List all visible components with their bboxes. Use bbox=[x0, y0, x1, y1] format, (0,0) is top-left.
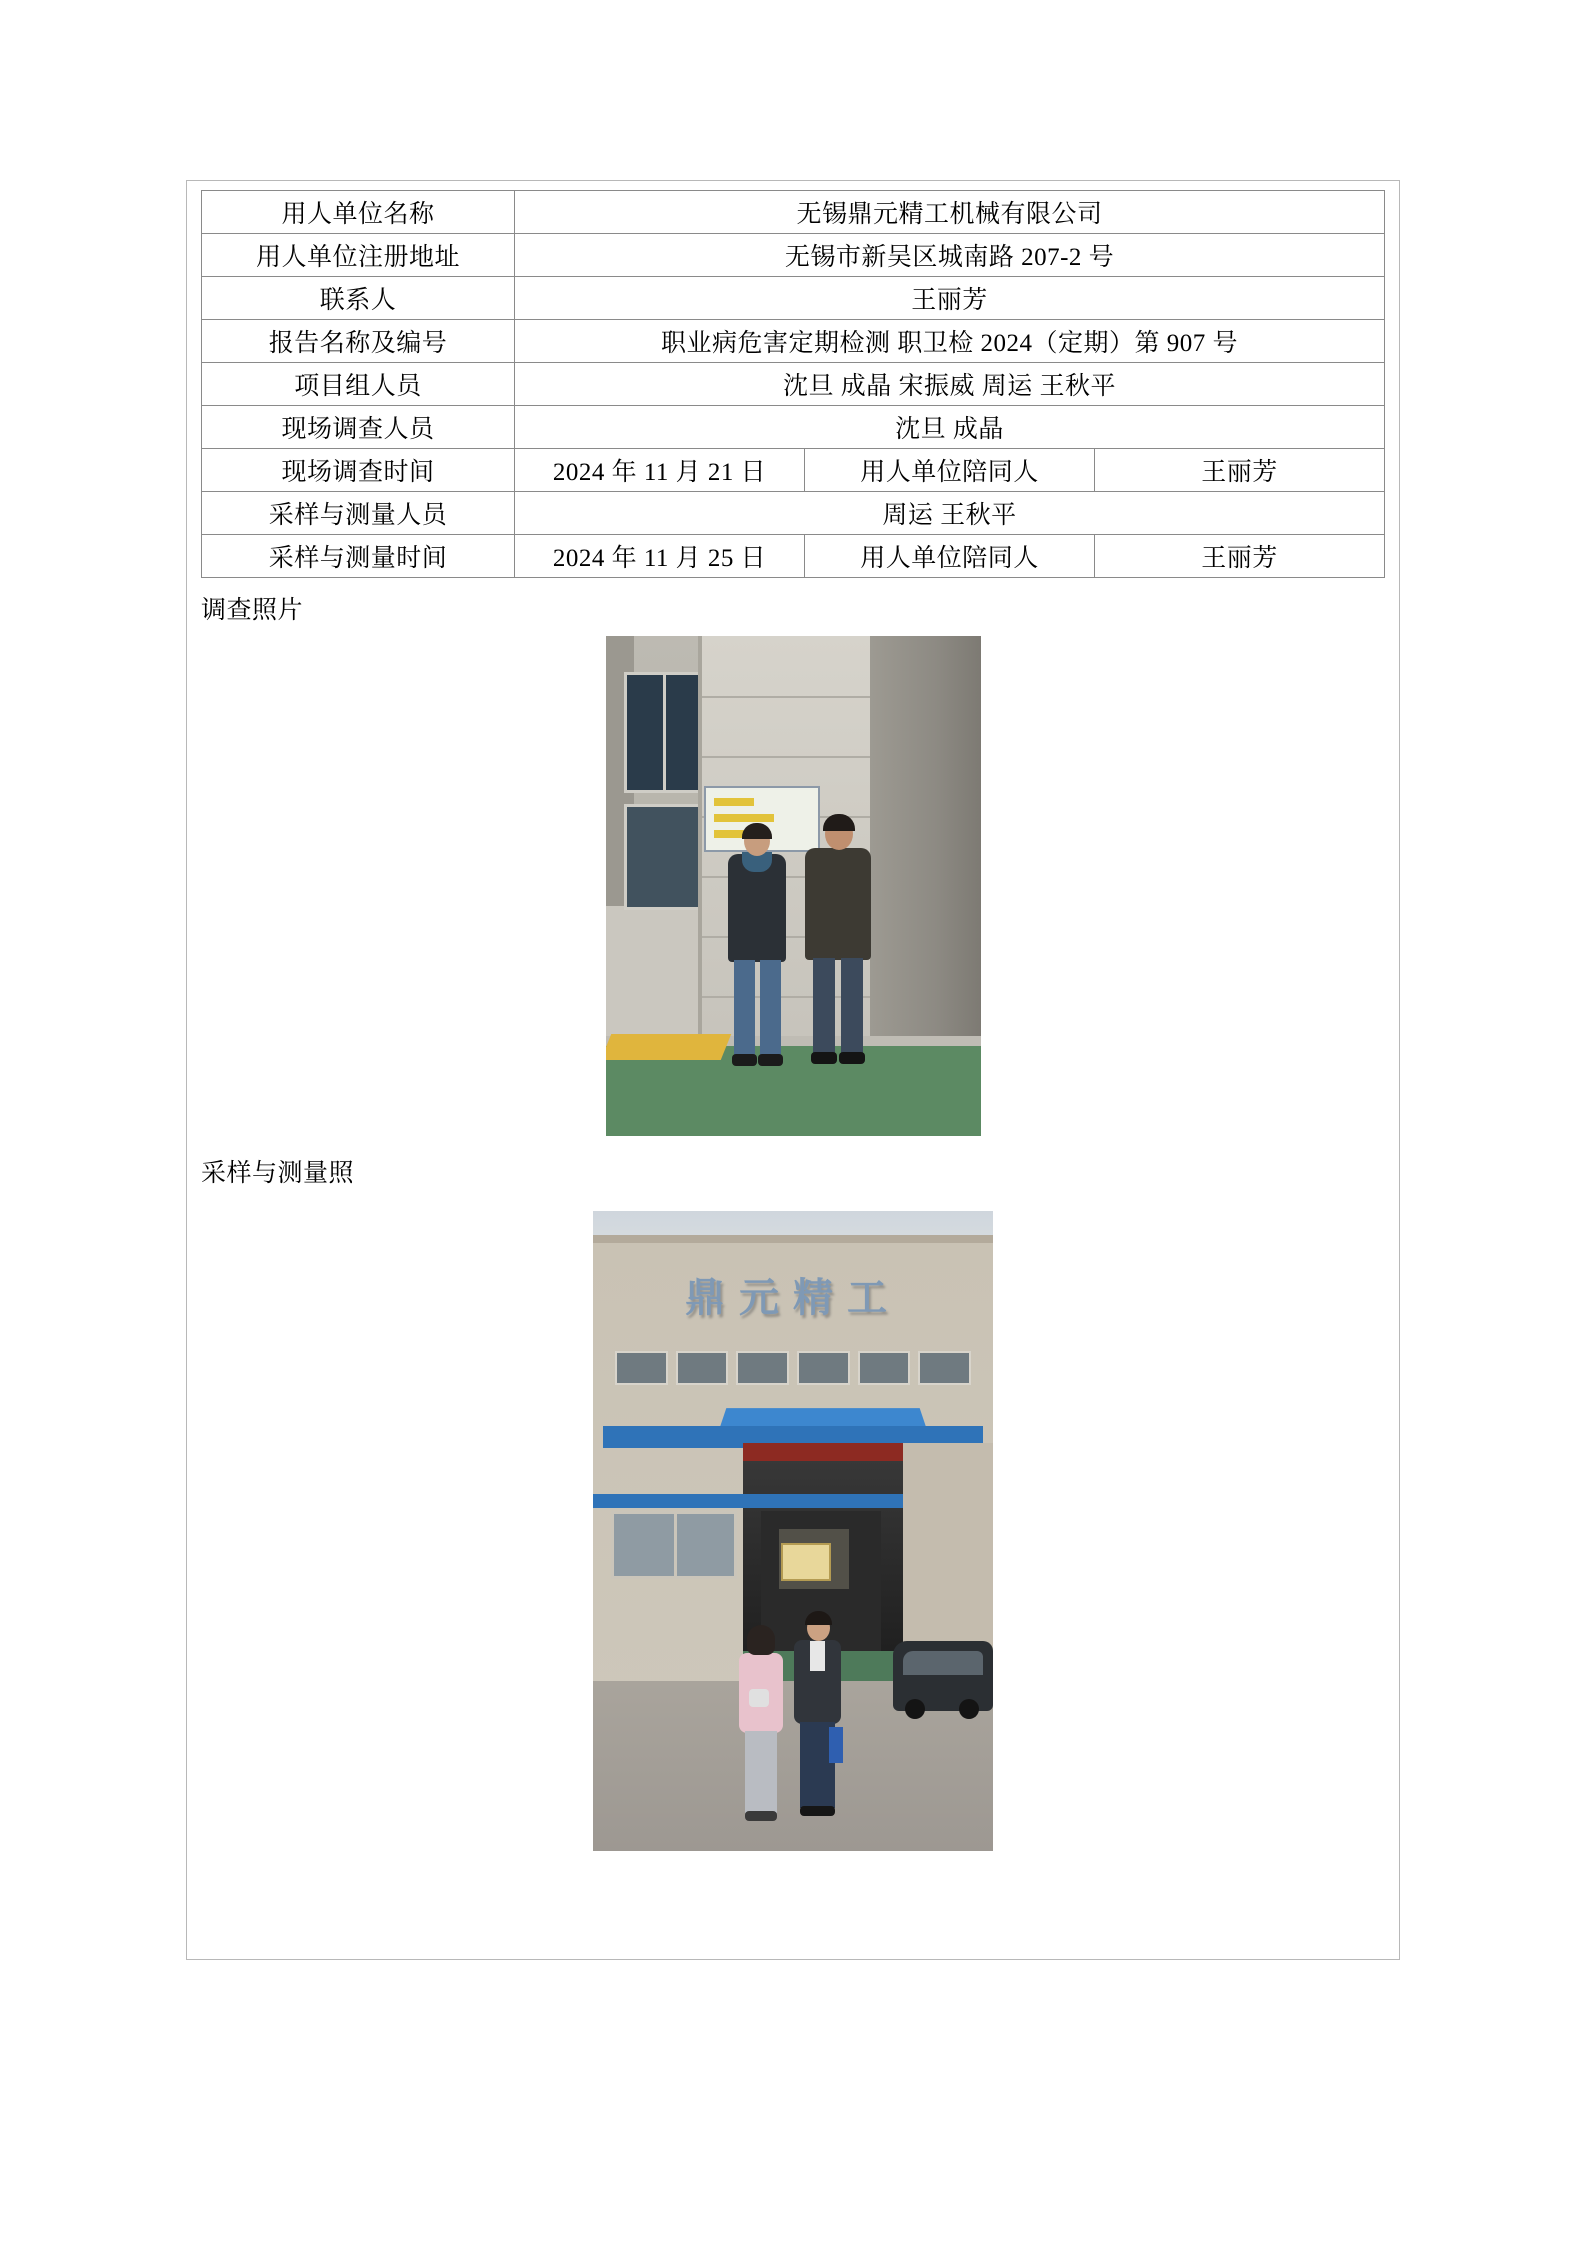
person-shoe bbox=[745, 1811, 777, 1821]
row-value-secondary: 王丽芳 bbox=[1095, 535, 1385, 578]
photo-left-window bbox=[611, 1511, 737, 1579]
door-seam bbox=[702, 756, 874, 758]
photo-person-right bbox=[801, 818, 877, 1076]
photo-van-wheel bbox=[959, 1699, 979, 1719]
row-value: 沈旦 成晶 宋振威 周运 王秋平 bbox=[515, 363, 1385, 406]
photo-window bbox=[918, 1351, 971, 1385]
document-page bbox=[186, 180, 1400, 1960]
person-shoe bbox=[800, 1806, 835, 1816]
sampling-photo bbox=[593, 1211, 993, 1851]
photo-bay-header bbox=[743, 1443, 903, 1461]
person-folder bbox=[829, 1727, 843, 1763]
table-row bbox=[202, 449, 1385, 492]
row-label: 现场调查时间 bbox=[202, 449, 515, 492]
photo-window-row bbox=[615, 1351, 971, 1385]
person-bag bbox=[749, 1689, 769, 1707]
row-value-secondary: 王丽芳 bbox=[1095, 449, 1385, 492]
row-label: 项目组人员 bbox=[202, 363, 515, 406]
photo-window bbox=[615, 1351, 668, 1385]
board-stripe bbox=[714, 814, 774, 822]
person-hair bbox=[747, 1625, 775, 1655]
person-leg bbox=[760, 960, 781, 1056]
person-shirt bbox=[810, 1641, 825, 1671]
person-shoe bbox=[811, 1052, 837, 1064]
row-label-secondary: 用人单位陪同人 bbox=[805, 535, 1095, 578]
photo-window-lower bbox=[624, 804, 702, 910]
board-stripe bbox=[714, 798, 754, 806]
photo-window bbox=[736, 1351, 789, 1385]
door-seam bbox=[702, 696, 874, 698]
photo-window bbox=[858, 1351, 911, 1385]
photo-wall-plaque bbox=[781, 1543, 831, 1581]
person-hair bbox=[742, 823, 772, 839]
row-label: 采样与测量人员 bbox=[202, 492, 515, 535]
row-label: 采样与测量时间 bbox=[202, 535, 515, 578]
person-leg bbox=[734, 960, 755, 1056]
photo-van-window bbox=[903, 1651, 983, 1675]
row-value: 沈旦 成晶 bbox=[515, 406, 1385, 449]
table-row bbox=[202, 320, 1385, 363]
photo-floor-marking bbox=[606, 1034, 731, 1060]
sampling-photo-container bbox=[187, 1189, 1399, 1856]
photo-pillar bbox=[870, 636, 981, 1096]
document-body bbox=[187, 181, 1399, 1959]
row-value: 无锡鼎元精工机械有限公司 bbox=[515, 191, 1385, 234]
row-label-secondary: 用人单位陪同人 bbox=[805, 449, 1095, 492]
table-row bbox=[202, 277, 1385, 320]
photo-window bbox=[676, 1351, 729, 1385]
photo-person-left bbox=[722, 826, 792, 1076]
row-value: 周运 王秋平 bbox=[515, 492, 1385, 535]
row-label: 用人单位名称 bbox=[202, 191, 515, 234]
row-label: 报告名称及编号 bbox=[202, 320, 515, 363]
row-label: 用人单位注册地址 bbox=[202, 234, 515, 277]
survey-photo bbox=[606, 636, 981, 1136]
table-row bbox=[202, 191, 1385, 234]
row-value: 无锡市新吴区城南路 207-2 号 bbox=[515, 234, 1385, 277]
table-row bbox=[202, 363, 1385, 406]
person-leg bbox=[841, 958, 863, 1054]
row-label: 联系人 bbox=[202, 277, 515, 320]
person-torso bbox=[805, 848, 871, 960]
person-leg bbox=[813, 958, 835, 1054]
photo-window-upper bbox=[624, 672, 702, 793]
table-row bbox=[202, 535, 1385, 578]
table-row bbox=[202, 492, 1385, 535]
person-shoe bbox=[732, 1054, 757, 1066]
survey-photo-container bbox=[187, 626, 1399, 1141]
row-value: 职业病危害定期检测 职卫检 2024（定期）第 907 号 bbox=[515, 320, 1385, 363]
building-sign-text: 鼎元精工 bbox=[685, 1275, 901, 1321]
person-shoe bbox=[758, 1054, 783, 1066]
photo-person-woman bbox=[733, 1629, 789, 1829]
sampling-photo-caption: 采样与测量照 bbox=[201, 1160, 355, 1187]
person-shoe bbox=[839, 1052, 865, 1064]
table-row bbox=[202, 406, 1385, 449]
row-value: 王丽芳 bbox=[515, 277, 1385, 320]
photo-person-man bbox=[789, 1615, 847, 1829]
row-value: 2024 年 11 月 21 日 bbox=[515, 449, 805, 492]
row-label: 现场调查人员 bbox=[202, 406, 515, 449]
survey-info-table bbox=[201, 190, 1385, 578]
person-legs bbox=[745, 1731, 777, 1813]
photo-roofline bbox=[593, 1235, 993, 1243]
photo-window bbox=[797, 1351, 850, 1385]
photo-van-wheel bbox=[905, 1699, 925, 1719]
survey-photo-caption: 调查照片 bbox=[201, 597, 304, 624]
row-value: 2024 年 11 月 25 日 bbox=[515, 535, 805, 578]
table-row bbox=[202, 234, 1385, 277]
